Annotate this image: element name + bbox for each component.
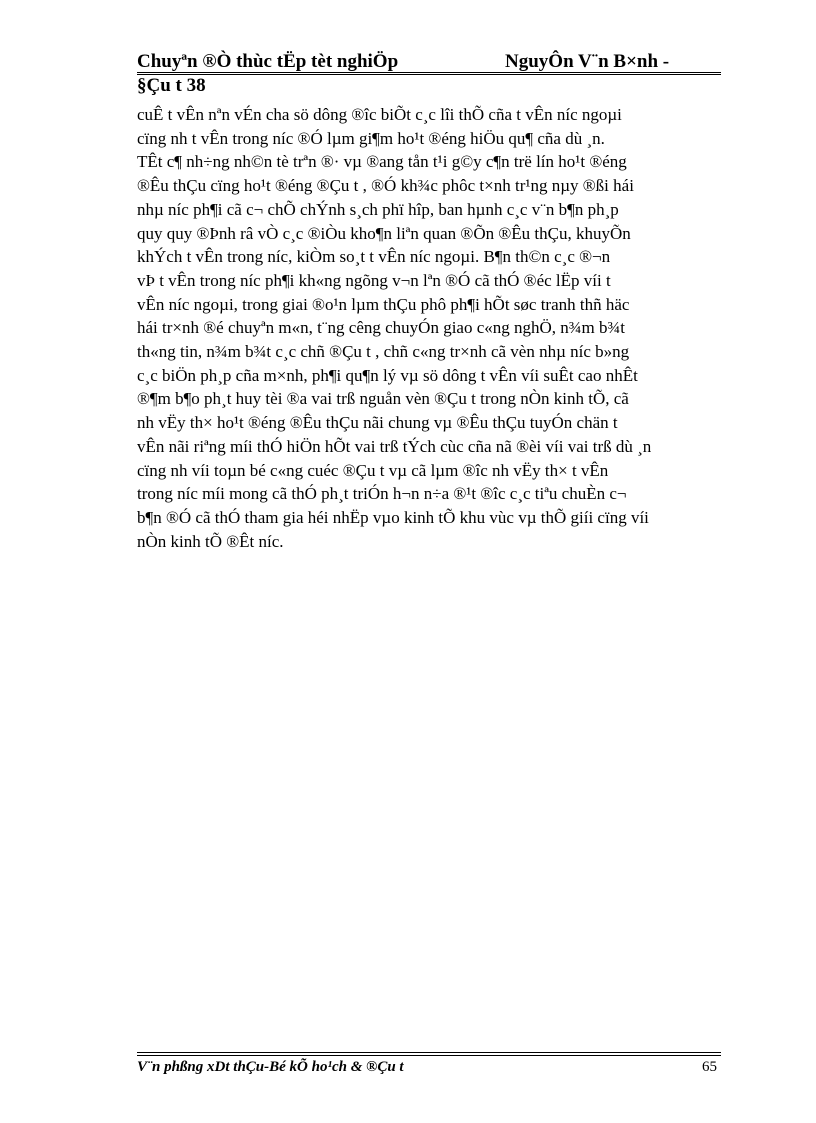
body-line: th«ng tin, n¾m b¾t c¸c chñ ®Çu t , chñ c«ng tr×nh cã vèn nhµ níc b»ng [137,342,630,362]
header-class-label: §Çu t 38 [137,75,206,96]
body-line: cïng nh t vÊn trong níc ®Ó lµm gi¶m ho¹t ®éng hiÖu qu¶ cña dù ¸n. [137,128,605,148]
body-line: nÒn kinh tÕ ®Êt níc. [137,531,284,551]
body-line: hái tr×nh ®é chuyªn m«n, t¨ng cêng chuyÓn giao c«ng nghÖ, n¾m b¾t [137,318,625,338]
body-line: quy quy ®Þnh râ vÒ c¸c ®iÒu kho¶n liªn quan ®Õn ®Êu thÇu, khuyÕn [137,223,631,243]
header-title-row [137,50,721,74]
body-line: khÝch t vÊn trong níc, kiÒm so¸t t vÊn níc ngoµi. B¶n th©n c¸c ®¬n [137,247,611,267]
body-line: nh vËy th× ho¹t ®éng ®Êu thÇu nãi chung vµ ®Êu thÇu tuyÓn chän t [137,413,618,433]
body-line: vÞ t vÊn trong níc ph¶i kh«ng ngõng v¬n lªn ®Ó cã thÓ ®éc lËp víi t [137,270,611,290]
body-line: trong níc míi mong cã thÓ ph¸t triÓn h¬n n÷a ®¹t ®îc c¸c tiªu chuÈn c¬ [137,484,627,504]
body-line: vÊn níc ngoµi, trong giai ®o¹n lµm thÇu phô ph¶i hÕt søc tranh thñ häc [137,294,630,314]
page-footer [137,1048,721,1078]
body-line: nhµ níc ph¶i cã c¬ chÕ chÝnh s¸ch phï hîp, ban hµnh c¸c v¨n b¶n ph¸p [137,199,619,219]
body-line: TÊt c¶ nh÷ng nh©n tè trªn ®· vµ ®ang tån t¹i g©y c¶n trë lín ho¹t ®éng [137,152,627,172]
header-rule-top [137,72,721,73]
body-line: b¶n ®Ó cã thÓ tham gia héi nhËp vµo kinh tÕ khu vùc vµ thÕ giíi cïng víi [137,507,649,527]
page-header [137,50,721,98]
footer-office-label: V¨n phßng xDt thÇu-Bé kÕ ho¹ch & ®Çu t [137,1059,404,1075]
footer-rule-bottom [137,1055,721,1056]
body-line: cuÊ t vÊn nªn vÉn cha sö dông ®îc biÕt c¸c lîi thÕ cña t vÊn níc ngoµi [137,105,622,124]
header-author-name: NguyÔn V¨n B×nh - [505,51,670,72]
body-text [137,103,721,553]
footer-rule-top [137,1052,721,1053]
body-line: cïng nh víi toµn bé c«ng cuéc ®Çu t vµ cã lµm ®îc nh vËy th× t vÊn [137,460,609,480]
body-line: c¸c biÖn ph¸p cña m×nh, ph¶i qu¶n lý vµ sö dông t vÊn víi suÊt cao nhÊt [137,365,638,385]
body-line: ®¶m b¶o ph¸t huy tèi ®a vai trß nguån vèn ®Çu t trong nÒn kinh tÕ, cã [137,389,629,409]
header-thesis-title: Chuyªn ®Ò thùc tËp tèt nghiÖp [137,51,399,72]
page-number: 65 [702,1059,717,1075]
body-line: ®Êu thÇu cïng ho¹t ®éng ®Çu t , ®Ó kh¾c phôc t×nh tr¹ng nµy ®ßi hái [137,176,634,196]
body-line: vÊn nãi riªng míi thÓ hiÖn hÕt vai trß tÝch cùc cña nã ®èi víi vai trß dù ¸n [137,436,652,456]
